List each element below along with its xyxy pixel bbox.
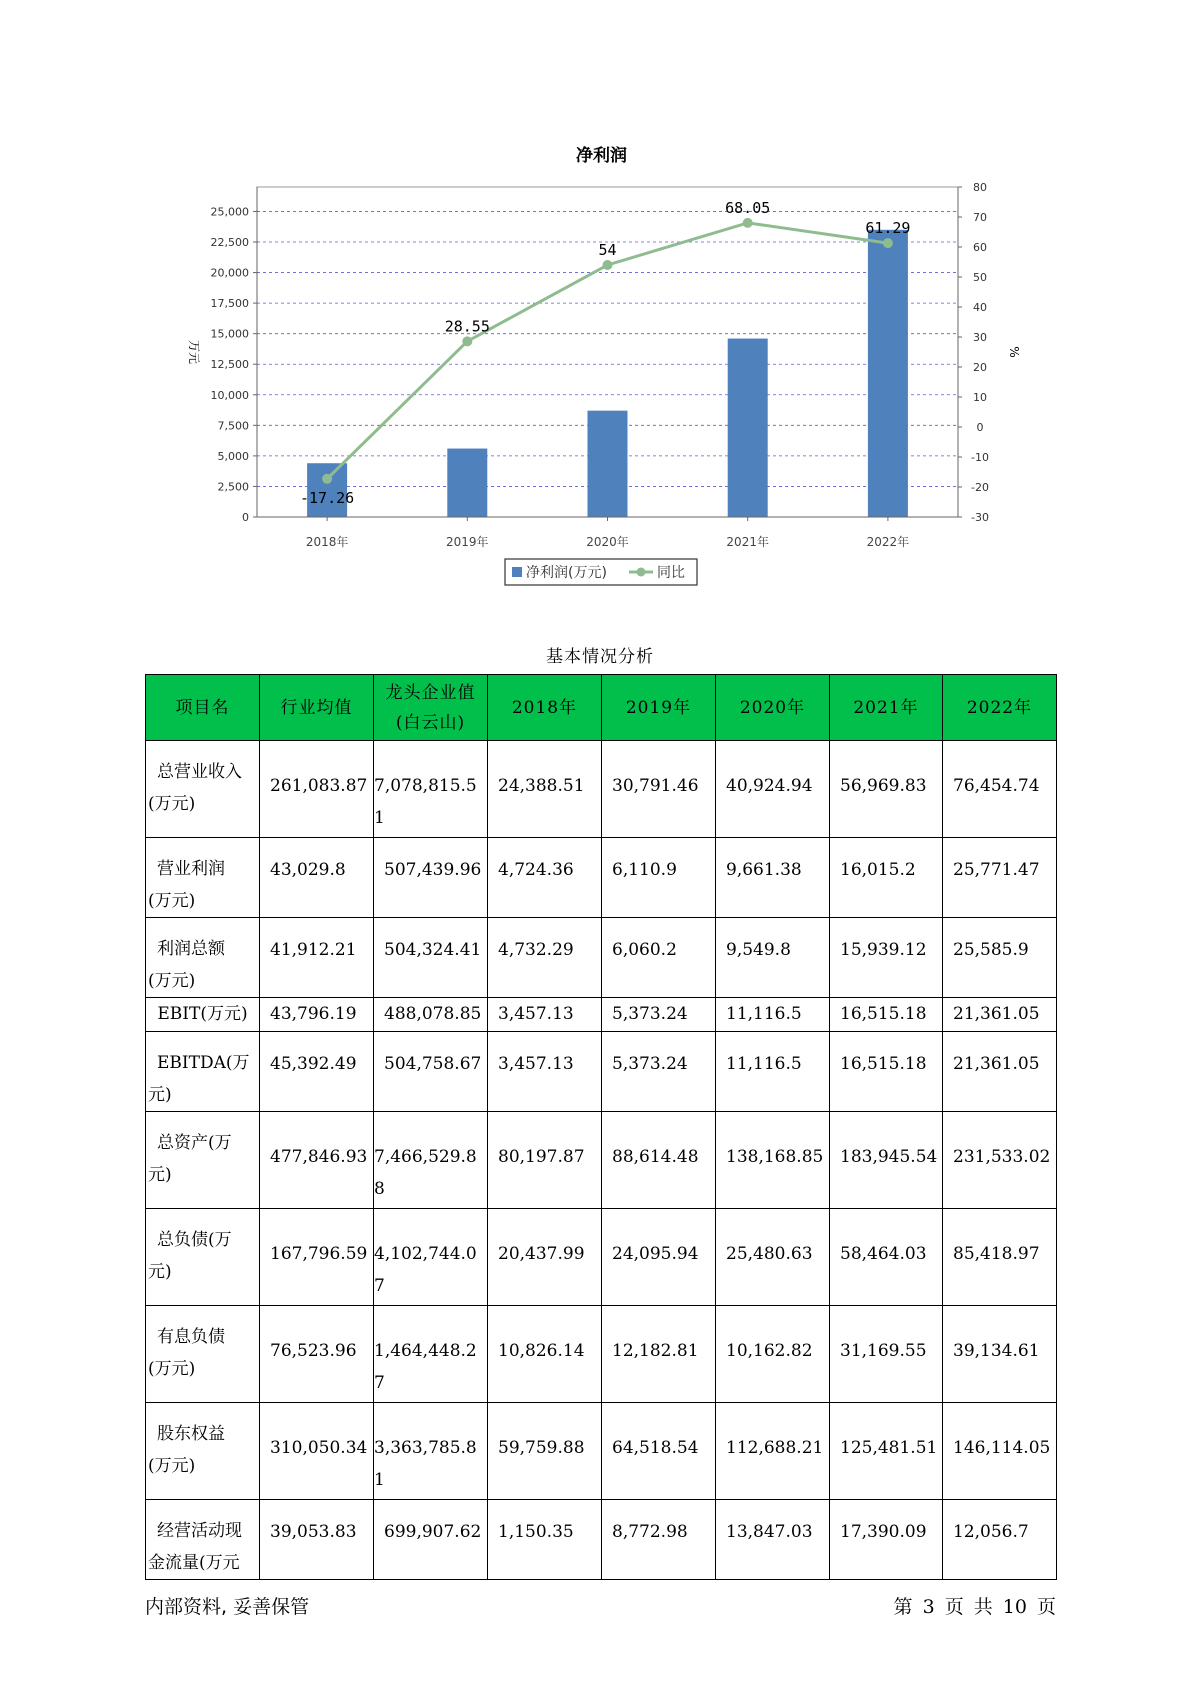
row-label-text: 有息负债 (157, 1327, 225, 1347)
value-cell (602, 741, 716, 838)
value-cell (374, 1032, 488, 1112)
value-cell (374, 838, 488, 918)
y-tick-label-right: 40 (973, 301, 987, 314)
value-cell (602, 1112, 716, 1209)
value-cell (260, 1306, 374, 1403)
y-tick-label-left: 22,500 (210, 236, 249, 249)
y-tick-label-left: 5,000 (217, 449, 249, 463)
value-text: 85,418.97 (953, 1244, 1040, 1264)
value-text: 138,168.85 (726, 1147, 824, 1167)
y-tick-label-left: 25,000 (210, 205, 249, 219)
data-label-yoy: 54 (598, 241, 617, 259)
row-label-text: 总资产(万 (157, 1133, 232, 1153)
row-label-text: (万元) (148, 794, 196, 814)
value-text: 7,466,529.88 (374, 1147, 477, 1199)
value-text: 125,481.51 (840, 1438, 938, 1458)
value-text: 231,533.02 (953, 1147, 1051, 1167)
value-cell (943, 918, 1057, 998)
row-label-text: (万元) (148, 1359, 196, 1379)
legend-label-line: 同比 (657, 565, 685, 581)
y-tick-label-right: 80 (973, 181, 987, 194)
y-axis-title-left: 万元 (187, 339, 201, 365)
y-tick-label-right: 50 (973, 271, 987, 284)
y-tick-label-right: -20 (971, 481, 989, 494)
value-cell (488, 741, 602, 838)
net-profit-chart (0, 0, 1191, 600)
value-text: 31,169.55 (840, 1341, 927, 1361)
value-cell (488, 918, 602, 998)
value-text: 43,796.19 (270, 1004, 357, 1024)
value-cell (602, 838, 716, 918)
table-row (146, 998, 1057, 1032)
value-text: 11,116.5 (726, 1004, 802, 1024)
table-row (146, 741, 1057, 838)
row-label-cell (146, 1306, 260, 1403)
value-text: 39,053.83 (270, 1522, 357, 1542)
value-cell (716, 838, 830, 918)
value-text: 12,182.81 (612, 1341, 699, 1361)
value-text: 20,437.99 (498, 1244, 585, 1264)
value-cell (260, 998, 374, 1032)
row-label-text: (万元) (148, 971, 196, 991)
value-cell (374, 1500, 488, 1580)
table-header-cell (830, 675, 943, 741)
value-cell (488, 998, 602, 1032)
value-text: 76,454.74 (953, 776, 1040, 796)
value-cell (943, 1112, 1057, 1209)
row-label-cell (146, 1209, 260, 1306)
value-text: 1,150.35 (498, 1522, 574, 1542)
y-tick-label-right: 20 (973, 361, 987, 374)
value-cell (716, 1112, 830, 1209)
y-tick-label-right: -10 (971, 451, 989, 464)
legend-swatch-bar (512, 567, 522, 577)
x-tick-label: 2021年 (726, 535, 769, 549)
row-label-cell (146, 741, 260, 838)
table-header-cell (374, 675, 488, 741)
value-text: 25,585.9 (953, 940, 1029, 960)
value-cell (260, 1500, 374, 1580)
value-text: 40,924.94 (726, 776, 813, 796)
value-text: 10,826.14 (498, 1341, 585, 1361)
y-tick-label-left: 0 (242, 511, 249, 524)
row-label-text: 总营业收入 (157, 762, 242, 782)
value-text: 5,373.24 (612, 1054, 688, 1074)
y-tick-label-left: 10,000 (210, 388, 249, 402)
value-cell (602, 1500, 716, 1580)
table-header-text: 2021年 (853, 697, 919, 718)
value-text: 17,390.09 (840, 1522, 927, 1542)
value-cell (830, 1032, 943, 1112)
y-tick-label-left: 15,000 (210, 327, 249, 341)
value-cell (602, 918, 716, 998)
table-header-cell (488, 675, 602, 741)
row-label-text: 元) (148, 1165, 172, 1185)
point-yoy-growth (322, 474, 332, 484)
bar-net-profit (588, 411, 628, 517)
row-label-text: 经营活动现 (157, 1521, 242, 1541)
value-cell (602, 1306, 716, 1403)
table-header-text: 行业均值 (280, 697, 353, 718)
value-cell (374, 1112, 488, 1209)
data-label-yoy: -17.26 (300, 488, 355, 507)
data-label-yoy: 28.55 (444, 317, 490, 336)
row-label-text: 元) (148, 1085, 172, 1105)
value-cell (830, 918, 943, 998)
y-tick-label-left: 17,500 (210, 297, 249, 311)
footer-page-number: 第 3 页 共 10 页 (893, 1596, 1056, 1618)
value-cell (602, 1032, 716, 1112)
row-label-text: EBIT(万元) (157, 1004, 248, 1024)
value-text: 504,324.41 (384, 940, 482, 960)
value-cell (716, 1209, 830, 1306)
value-text: 5,373.24 (612, 1004, 688, 1024)
value-cell (602, 1403, 716, 1500)
table-header-text: 项目名 (175, 697, 230, 718)
value-cell (488, 838, 602, 918)
value-cell (260, 838, 374, 918)
table-row (146, 838, 1057, 918)
value-cell (830, 998, 943, 1032)
value-text: 310,050.34 (270, 1438, 368, 1458)
value-cell (943, 741, 1057, 838)
value-cell (374, 741, 488, 838)
y-tick-label-right: 30 (973, 331, 987, 344)
row-label-cell (146, 1112, 260, 1209)
value-cell (830, 1500, 943, 1580)
bar-net-profit (447, 449, 487, 517)
value-text: 21,361.05 (953, 1004, 1040, 1024)
table-header-row (146, 675, 1057, 741)
value-text: 15,939.12 (840, 940, 927, 960)
table-header-cell (260, 675, 374, 741)
x-tick-label: 2018年 (305, 535, 349, 549)
legend-label-bar: 净利润(万元) (526, 565, 607, 581)
row-label-text: 元) (148, 1262, 172, 1282)
value-text: 45,392.49 (270, 1054, 357, 1074)
row-label-cell (146, 998, 260, 1032)
value-cell (260, 1112, 374, 1209)
row-label-text: 股东权益 (157, 1424, 225, 1444)
value-text: 24,095.94 (612, 1244, 699, 1264)
value-text: 146,114.05 (953, 1438, 1051, 1458)
value-text: 504,758.67 (384, 1054, 482, 1074)
y-tick-label-right: 70 (973, 211, 987, 224)
table-header-cell (716, 675, 830, 741)
row-label-text: 总负债(万 (157, 1230, 232, 1250)
value-text: 507,439.96 (384, 860, 482, 880)
bar-net-profit (728, 339, 768, 517)
value-cell (374, 998, 488, 1032)
value-cell (943, 1403, 1057, 1500)
row-label-cell (146, 838, 260, 918)
value-text: 43,029.8 (270, 860, 346, 880)
value-text: 16,515.18 (840, 1004, 927, 1024)
y-tick-label-right: 10 (973, 391, 987, 404)
value-cell (488, 1112, 602, 1209)
row-label-cell (146, 1500, 260, 1580)
value-text: 39,134.61 (953, 1341, 1040, 1361)
value-cell (943, 838, 1057, 918)
table-caption: 基本情况分析 (546, 647, 654, 667)
value-cell (260, 741, 374, 838)
table-row (146, 1209, 1057, 1306)
value-cell (830, 1112, 943, 1209)
value-text: 41,912.21 (270, 940, 357, 960)
value-text: 4,732.29 (498, 940, 574, 960)
table-row (146, 1403, 1057, 1500)
chart-canvas (0, 0, 1191, 600)
point-yoy-growth (462, 336, 472, 346)
value-cell (374, 1209, 488, 1306)
y-axis-title-right: % (1007, 346, 1021, 358)
row-label-text: 金流量(万元 (148, 1553, 240, 1573)
value-cell (602, 1209, 716, 1306)
point-yoy-growth (743, 218, 753, 228)
x-tick-label: 2020年 (586, 535, 629, 549)
x-tick-label: 2019年 (446, 535, 489, 549)
value-cell (716, 1032, 830, 1112)
row-label-cell (146, 1403, 260, 1500)
data-label-yoy: 61.29 (865, 219, 911, 238)
value-text: 13,847.03 (726, 1522, 813, 1542)
chart-title: 净利润 (576, 146, 627, 166)
value-cell (830, 838, 943, 918)
table-header-text: 2022年 (966, 697, 1033, 718)
table-row (146, 1500, 1057, 1580)
value-cell (260, 1209, 374, 1306)
value-cell (830, 1403, 943, 1500)
value-text: 88,614.48 (612, 1147, 699, 1167)
value-text: 80,197.87 (498, 1147, 585, 1167)
value-cell (260, 918, 374, 998)
value-text: 7,078,815.51 (374, 776, 477, 828)
value-text: 76,523.96 (270, 1341, 357, 1361)
value-cell (488, 1032, 602, 1112)
value-cell (602, 998, 716, 1032)
value-text: 3,457.13 (498, 1054, 574, 1074)
table-row (146, 1032, 1057, 1112)
value-text: 699,907.62 (384, 1522, 482, 1542)
value-text: 4,102,744.07 (374, 1244, 477, 1296)
footer-confidential-note: 内部资料, 妥善保管 (145, 1596, 310, 1618)
y-tick-label-left: 7,500 (217, 419, 249, 433)
value-cell (830, 741, 943, 838)
value-text: 3,363,785.81 (374, 1438, 477, 1490)
value-cell (716, 741, 830, 838)
value-text: 261,083.87 (270, 776, 368, 796)
value-cell (374, 1403, 488, 1500)
table-header-text: 2019年 (625, 697, 692, 718)
value-cell (943, 1500, 1057, 1580)
value-text: 25,480.63 (726, 1244, 813, 1264)
value-text: 16,015.2 (840, 860, 916, 880)
table-header-text: 龙头企业值 (385, 682, 476, 703)
point-yoy-growth (603, 260, 613, 270)
row-label-cell (146, 918, 260, 998)
value-text: 1,464,448.27 (374, 1341, 477, 1393)
row-label-text: EBITDA(万 (157, 1053, 250, 1073)
value-cell (488, 1306, 602, 1403)
value-text: 21,361.05 (953, 1054, 1040, 1074)
table-header-text: 2020年 (739, 697, 806, 718)
value-text: 6,110.9 (612, 860, 677, 880)
value-cell (374, 918, 488, 998)
value-cell (830, 1306, 943, 1403)
value-cell (260, 1032, 374, 1112)
row-label-cell (146, 1032, 260, 1112)
value-text: 25,771.47 (953, 860, 1040, 880)
bar-net-profit (868, 230, 908, 517)
table-row (146, 918, 1057, 998)
value-text: 6,060.2 (612, 940, 677, 960)
value-cell (260, 1403, 374, 1500)
value-text: 16,515.18 (840, 1054, 927, 1074)
table-row (146, 1112, 1057, 1209)
value-text: 12,056.7 (953, 1522, 1029, 1542)
table-header-text: (白云山) (395, 712, 466, 733)
value-text: 59,759.88 (498, 1438, 585, 1458)
y-tick-label-right: 0 (976, 421, 984, 434)
value-text: 112,688.21 (726, 1438, 824, 1458)
value-text: 64,518.54 (612, 1438, 699, 1458)
value-text: 4,724.36 (498, 860, 574, 880)
value-cell (488, 1403, 602, 1500)
value-text: 9,661.38 (726, 860, 802, 880)
value-cell (943, 1306, 1057, 1403)
value-text: 477,846.93 (270, 1147, 368, 1167)
value-cell (943, 1032, 1057, 1112)
row-label-text: (万元) (148, 891, 196, 911)
value-text: 11,116.5 (726, 1054, 802, 1074)
y-tick-label-left: 12,500 (210, 358, 249, 372)
value-text: 56,969.83 (840, 776, 927, 796)
legend-swatch-marker (637, 568, 646, 577)
value-cell (830, 1209, 943, 1306)
x-tick-label: 2022年 (866, 535, 910, 549)
value-text: 10,162.82 (726, 1341, 813, 1361)
value-text: 488,078.85 (384, 1004, 482, 1024)
value-cell (716, 1500, 830, 1580)
value-cell (374, 1306, 488, 1403)
table-header-cell (146, 675, 260, 741)
point-yoy-growth (883, 238, 893, 248)
row-label-text: 利润总额 (157, 939, 225, 959)
value-cell (716, 998, 830, 1032)
data-label-yoy: 68.05 (725, 198, 771, 217)
value-text: 8,772.98 (612, 1522, 688, 1542)
value-cell (488, 1209, 602, 1306)
value-text: 30,791.46 (612, 776, 699, 796)
value-cell (716, 918, 830, 998)
value-text: 183,945.54 (840, 1147, 938, 1167)
table-header-cell (943, 675, 1057, 741)
value-text: 58,464.03 (840, 1244, 927, 1264)
table-header-text: 2018年 (511, 697, 578, 718)
value-text: 3,457.13 (498, 1004, 574, 1024)
y-tick-label-left: 2,500 (217, 480, 249, 494)
value-text: 9,549.8 (726, 940, 791, 960)
row-label-text: (万元) (148, 1456, 196, 1476)
y-tick-label-left: 20,000 (210, 266, 249, 280)
row-label-text: 营业利润 (157, 859, 225, 879)
value-cell (943, 998, 1057, 1032)
table-header-cell (602, 675, 716, 741)
value-cell (716, 1306, 830, 1403)
value-cell (943, 1209, 1057, 1306)
table-row (146, 1306, 1057, 1403)
value-cell (716, 1403, 830, 1500)
y-tick-label-right: -30 (971, 511, 989, 524)
y-tick-label-right: 60 (973, 241, 987, 254)
value-cell (488, 1500, 602, 1580)
value-text: 167,796.59 (270, 1244, 368, 1264)
basic-analysis-table (145, 674, 1057, 1580)
value-text: 24,388.51 (498, 776, 585, 796)
